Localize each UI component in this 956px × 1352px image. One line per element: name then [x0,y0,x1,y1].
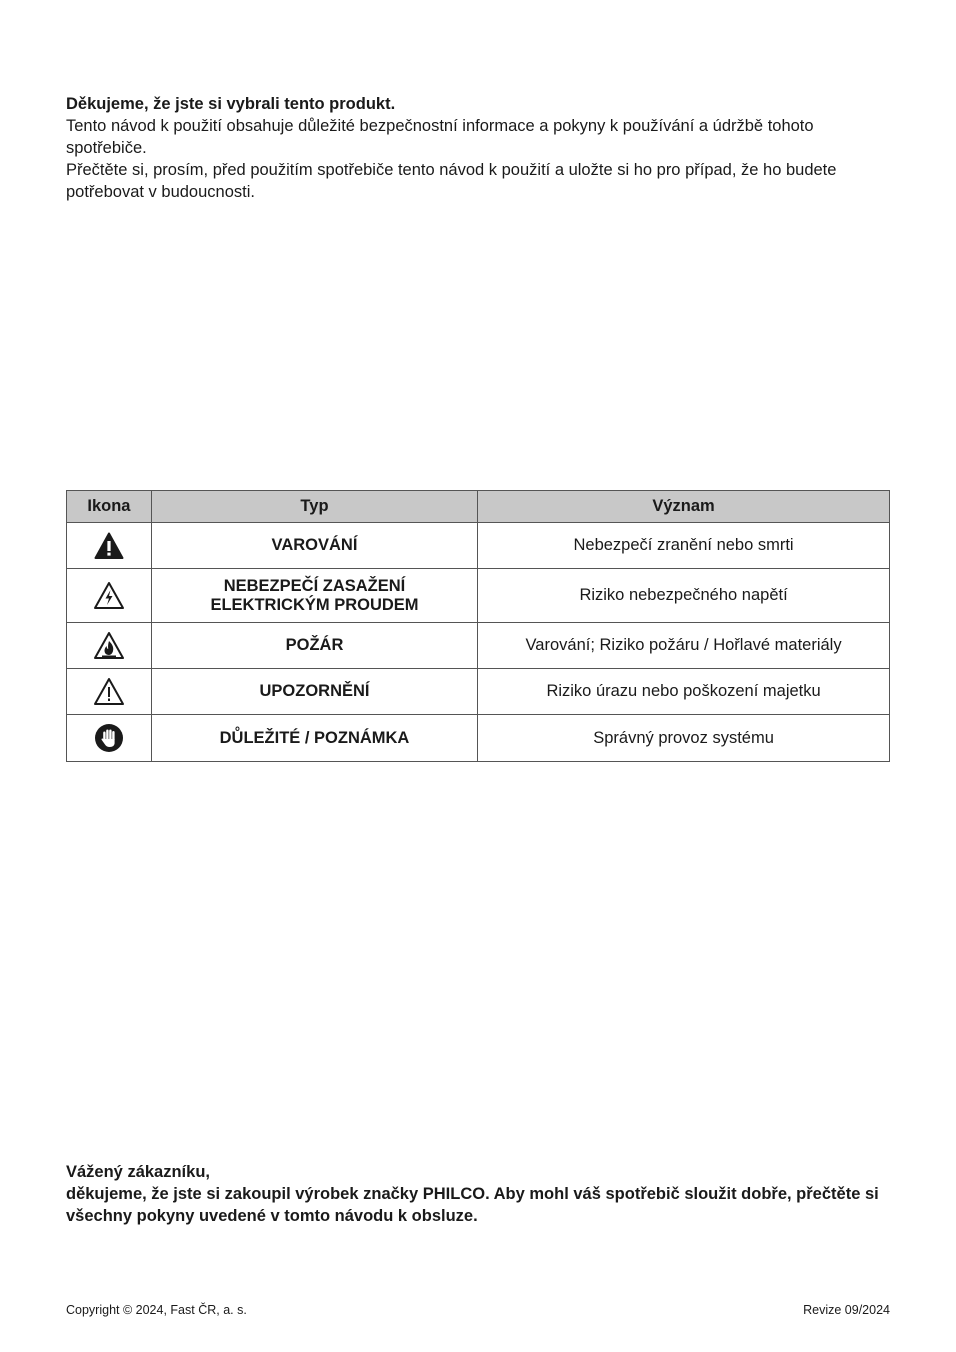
type-label-line-2: ELEKTRICKÝM PROUDEM [210,595,419,614]
table-row [67,523,890,569]
icon-cell [67,669,152,715]
icon-cell [67,523,152,569]
meaning-cell: Riziko úrazu nebo poškození majetku [478,669,890,715]
table-row [67,569,890,623]
intro-section [66,93,896,203]
type-label: DŮLEŽITÉ / POZNÁMKA [219,728,410,747]
header-type: Typ [151,491,477,523]
electric-shock-icon [93,581,125,610]
icon-cell [67,715,152,762]
revision: Revize 09/2024 [803,1303,890,1317]
meaning-cell: Varování; Riziko požáru / Hořlavé materiály [478,623,890,669]
customer-message [66,1161,896,1227]
type-label-line-1: NEBEZPEČÍ ZASAŽENÍ [223,576,406,595]
intro-line-1: Tento návod k použití obsahuje důležité bezpečnostní informace a pokyny k používání a údržbě tohoto spotřebiče. [66,117,814,157]
type-label: VAROVÁNÍ [271,536,358,554]
type-cell [151,623,477,669]
page-footer [66,1303,890,1317]
meaning-cell: Správný provoz systému [478,715,890,762]
warning-filled-icon [94,532,124,560]
table-row [67,715,890,762]
type-cell [151,523,477,569]
type-cell [151,669,477,715]
meaning-cell: Nebezpečí zranění nebo smrti [478,523,890,569]
type-cell [151,715,477,762]
intro-line-2: Přečtěte si, prosím, před použitím spotřebiče tento návod k použití a uložte si ho pro případ, že ho budete potřebovat v budoucnosti. [66,161,837,201]
table-row [67,623,890,669]
thank-you-message: děkujeme, že jste si zakoupil výrobek značky PHILCO. Aby mohl váš spotřebič sloužit dobře, přečtěte si všechny pokyny uvedené v tomto návodu k obsluze. [66,1185,879,1225]
stop-hand-icon [94,723,124,753]
table-header-row [67,491,890,523]
header-meaning: Význam [478,491,890,523]
copyright: Copyright © 2024, Fast ČR, a. s. [66,1303,247,1317]
icon-cell [67,623,152,669]
fire-icon [93,631,125,660]
table-row [67,669,890,715]
icon-cell [67,569,152,623]
meaning-cell: Riziko nebezpečného napětí [478,569,890,623]
salutation: Vážený zákazníku, [66,1163,210,1181]
header-icon: Ikona [67,491,152,523]
type-label: UPOZORNĚNÍ [259,682,370,700]
caution-icon [93,677,125,706]
type-label: POŽÁR [285,636,344,654]
symbol-legend-table [66,490,890,762]
type-cell [151,569,477,623]
intro-heading: Děkujeme, že jste si vybrali tento produkt. [66,95,396,113]
